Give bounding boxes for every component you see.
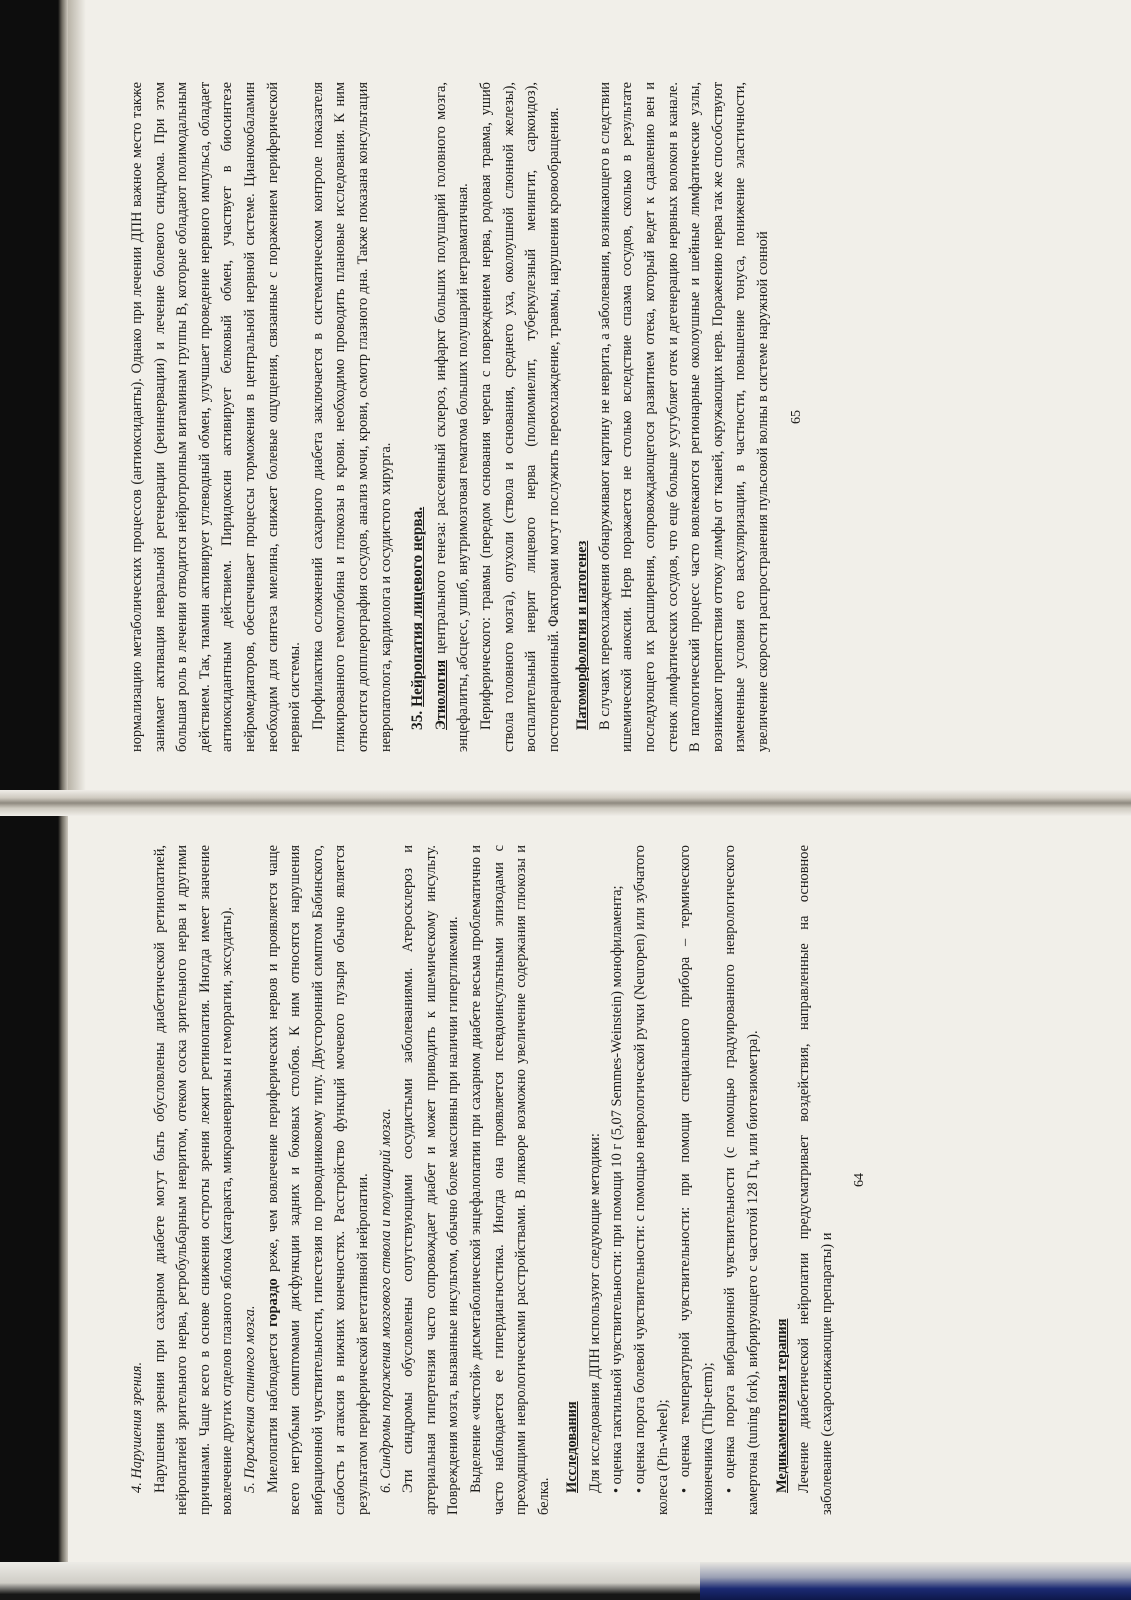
- section-4-title: 4. Нарушения зрения.: [129, 1361, 145, 1493]
- section-6-text-1: Эти синдромы обусловлены сопутствующими сосудистыми заболеваниями. Атеросклероз и артериальная гипертензия часто сопровождает диабет и может приводить к ишемическому инсульту. Повреждения мозга, вызванные инсультом, обычно более массивны при наличии гипергликемии.: [400, 845, 462, 1515]
- page-number-64: 64: [852, 1173, 868, 1187]
- section-5-bold: гораздо: [264, 1278, 281, 1327]
- pathogenesis-paragraph: В случаях переохлаждения обнаруживают картину не неврита, а заболевания, возникающего в следствии ишемической аноксии. Нерв поражается не столько вследствие спазма сосудов, сколько в результате последующего их расширения, сопровождающегося развитием отека, который ведет к сдавлению вен и стенок лимфатических сосудов, что еще больше усугубляет отек и дегенерацию нервных волокон в канале. В патологический процесс часто вовлекаются регионарные околоушные и шейные лимфатические узлы, возникают препятствия оттоку лимфы от тканей, окружающих нерв. Поражению нерва так же способствуют измененные условия его васкуляризации, в частности, повышение тонуса, понижение эластичности, увеличение скорости распространения пульсовой волны в системе наружной сонной: [596, 82, 772, 752]
- research-intro: Для исследования ДПН используют следующие методики:: [586, 1133, 603, 1493]
- prophylaxis-paragraph: Профилактика осложнений сахарного диабета заключается в систематическом контроле показателя гликированного гемоглобина и глюкозы в крови. необходимо проводить плановые исследования. К ним относится допплерография сосудов, анализ мочи, крови, осмотр глазного дна. Также показана консультация невропатолога, кардиолога и сосудистого хирурга.: [309, 82, 394, 752]
- research-item-vibration: • оценка порога вибрационной чувствительности (с помощью градуированного неврологического камертона (tuning fork), вибрирующего с частотой 128 Гц, или биотезиометра).: [722, 845, 762, 1515]
- research-item-tactile: • оценка тактильной чувствительности: при помощи 10 г (5,07 Semmes-Weinstein) монофиламента;: [609, 885, 626, 1493]
- pathogenesis-heading: Патоморфология и патогенез: [574, 540, 591, 730]
- section-5-text: [262, 845, 375, 1515]
- vitamins-paragraph: нормализацию метаболических процессов (антиоксиданты). Однако при лечении ДПН важное место также занимает активация невральной регенерации (реиннервации) и лечение болевого синдрома. При этом большая роль в лечении отводится нейротропным витаминам группы В, которые обладают полимодальным действием. Так, тиамин активирует углеводный обмен, улучшает проведение нервного импульса, обладает антиоксидантным действием. Пиридоксин активирует белковый обмен, участвует в биосинтезе нейромедиаторов, обеспечивает процессы торможения в центральной нервной системе. Цианокобаламин необходим для синтеза миелина, снижает болевые ощущения, связанные с поражением периферической нервной системы.: [129, 82, 304, 752]
- section-5-rest: реже, чем вовлечение периферических нервов и проявляется чаще всего негрубыми симптомами дисфункции задних и боковых столбов. К ним относятся нарушения вибрационной чувствительности, гипестезия по проводниковому типу. Двусторонний симптом Бабинского, слабость и атаксия в нижних конечностях. Расстройство функций мочевого пузыря обычно является результатом периферической вегетативной нейропатии.: [264, 845, 371, 1515]
- section-5-lead: Миелопатия наблюдается: [264, 1326, 281, 1493]
- scan-border-bottom-left: [0, 1562, 700, 1600]
- therapy-heading: Медикаментозная терапия: [773, 1318, 790, 1493]
- page-number-65: 65: [788, 410, 804, 424]
- research-item-pain: • оценка порога болевой чувствительности: с помощью неврологической ручки (Neuropen) или зубчатого колеса (Pin-wheel);: [632, 845, 671, 1515]
- section-35-heading: [407, 82, 430, 752]
- section-5-title: 5. Поражения спинного мозга.: [241, 1305, 258, 1493]
- page-edge-shadow: [68, 0, 86, 800]
- section-4-text: Нарушения зрения при сахарном диабете могут быть обусловлены диабетической ретинопатией, нейропатией зрительного нерва, ретробульбарным невритом, отеком соска зрительного нерва и другими причинами. Чаще всего в основе снижения остроты зрения лежит ретинопатия. Иногда имеет значение вовлечение других отделов глазного яблока (катаракта, микроаневризмы и геморрагии, экссудаты).: [151, 845, 236, 1515]
- section-6-title: 6. Синдромы поражения мозгового ствола и полушарий мозга.: [377, 1108, 394, 1493]
- etiology-label: Этиология: [432, 659, 449, 730]
- research-item-temperature: • оценка температурной чувствительности: при помощи специального прибора – термического наконечника (Thip-term);: [677, 845, 716, 1515]
- etiology-text: центрального генеза: рассеянный склероз, инфаркт больших полушарий головного мозга, энцефалиты, абсцесс, ушиб, внутримозговая гематома больших полушарий нетравматичная.: [432, 82, 472, 752]
- therapy-text: Лечение диабетической нейропатии предусматривает воздействия, направленные на основное заболевание (сахароснижающие препараты) и: [796, 845, 835, 1515]
- section-35-number: 35.: [409, 710, 427, 730]
- section-35-title: Нейропатия лицевого нерва.: [409, 506, 427, 707]
- peripheral-paragraph: Периферического: травмы (передом основания черепа с повреждением нерва, родовая травма, ушиб ствола головного мозга), опухоли (ствола и основания, среднего уха, околоушной слюнной железы), воспалительный неврит лицевого нерва (полиомиелит, туберкулезный менингит, саркоидоз), постоперационный. Факторами могут послужить переохлаждение, травмы, нарушения кровообращения.: [477, 82, 562, 752]
- section-6-text-2: Выделение «чистой» дисметаболической энцефалопатии при сахарном диабете весьма проблематично и часто наблюдается ее гипердиагностика. Иногда она проявляется псевдоинсультными эпизодами с преходящими неврологическими расстройствами. В ликворе возможно увеличение содержания глюкозы и белка.: [467, 845, 552, 1515]
- page-64: [126, 845, 1086, 1515]
- book-fold: [0, 790, 1131, 816]
- research-heading: Исследования: [564, 1401, 581, 1493]
- page-65: [126, 82, 804, 752]
- etiology-paragraph: [430, 82, 475, 752]
